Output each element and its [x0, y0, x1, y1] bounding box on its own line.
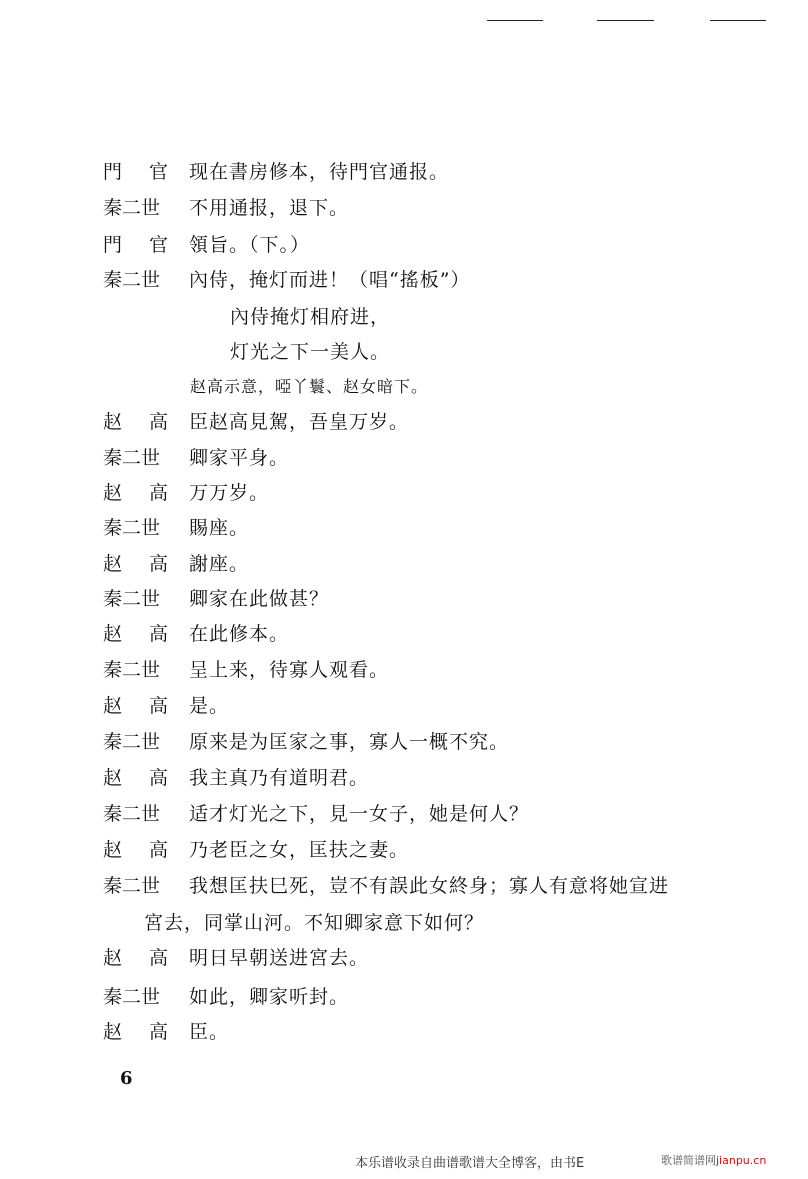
dialogue-line — [103, 446, 289, 470]
speaker-name — [103, 766, 189, 790]
line-continuation: 宮去，同掌山河。不知卿家意下如何？ — [144, 912, 485, 934]
dialogue-line — [103, 874, 669, 898]
line-text: 明日早朝送进宮去。 — [189, 947, 370, 969]
dialogue-line — [103, 622, 289, 646]
speaker-name-part: 高 — [149, 767, 169, 789]
speaker-name-part: 高 — [149, 623, 169, 645]
speaker-name-part: 赵 — [103, 482, 123, 504]
speaker-name-part: 高 — [149, 411, 169, 433]
page-number: 6 — [120, 1068, 133, 1089]
speaker-name-part: 秦二世 — [103, 517, 161, 539]
speaker-name-part: 門 — [103, 161, 123, 183]
site-mark-url: jianpu.cn — [716, 1154, 767, 1167]
speaker-name — [103, 838, 189, 862]
dialogue-line — [103, 410, 409, 434]
speaker-name-part: 秦二世 — [103, 875, 161, 897]
line-text: 不用通报，退下。 — [189, 197, 350, 219]
speaker-name — [103, 233, 189, 257]
sung-verse: 內侍掩灯相府进， — [230, 306, 391, 328]
speaker-name-part: 高 — [149, 695, 169, 717]
speaker-name-part: 秦二世 — [103, 731, 161, 753]
speaker-name — [103, 730, 189, 754]
speaker-name — [103, 446, 189, 470]
top-rule-left — [487, 20, 543, 21]
line-text: 領旨。（下。） — [189, 234, 311, 256]
site-mark — [661, 1152, 766, 1168]
dialogue-line — [103, 196, 349, 220]
line-text: 臣。 — [189, 1021, 230, 1043]
speaker-name-part: 秦二世 — [103, 447, 161, 469]
speaker-name — [103, 552, 189, 576]
speaker-name-part: 秦二世 — [103, 269, 161, 291]
speaker-name-part: 秦二世 — [103, 659, 161, 681]
speaker-name-part: 赵 — [103, 695, 123, 717]
dialogue-line — [103, 1020, 229, 1044]
dialogue-line — [103, 985, 349, 1009]
dialogue-line — [103, 552, 249, 576]
speaker-name-part: 赵 — [103, 839, 123, 861]
speaker-name-part: 高 — [149, 553, 169, 575]
speaker-name — [103, 985, 189, 1009]
line-text: 謝座。 — [189, 553, 250, 575]
line-text: 我想匡扶巳死，豈不有誤此女終身；寡人有意将她宣进 — [189, 875, 670, 897]
dialogue-line — [103, 946, 369, 970]
line-text: 賜座。 — [189, 517, 250, 539]
top-rule-middle — [597, 20, 654, 21]
line-text: 內侍，掩灯而进！（唱“搖板”） — [189, 269, 471, 291]
dialogue-line — [103, 160, 449, 184]
top-rule-right — [710, 20, 766, 21]
speaker-name-part: 官 — [149, 161, 169, 183]
speaker-name — [103, 622, 189, 646]
speaker-name — [103, 1020, 189, 1044]
line-text: 适才灯光之下，見一女子，她是何人？ — [189, 803, 530, 825]
speaker-name-part: 秦二世 — [103, 803, 161, 825]
line-text: 万万岁。 — [189, 482, 270, 504]
dialogue-line — [103, 658, 389, 682]
dialogue-line — [103, 802, 529, 826]
dialogue-line — [103, 766, 369, 790]
speaker-name — [103, 516, 189, 540]
line-text: 现在書房修本，待門官通报。 — [189, 161, 450, 183]
line-text: 原来是为匡家之事，寡人一概不究。 — [189, 731, 510, 753]
speaker-name — [103, 802, 189, 826]
stage-direction: 赵高示意，啞丫鬟、赵女暗下。 — [190, 377, 429, 396]
line-text: 臣赵高見駕，吾皇万岁。 — [189, 411, 410, 433]
speaker-name — [103, 946, 189, 970]
speaker-name-part: 赵 — [103, 623, 123, 645]
speaker-name — [103, 160, 189, 184]
line-text: 如此，卿家听封。 — [189, 986, 350, 1008]
speaker-name — [103, 410, 189, 434]
speaker-name-part: 秦二世 — [103, 588, 161, 610]
speaker-name-part: 秦二世 — [103, 986, 161, 1008]
speaker-name-part: 高 — [149, 947, 169, 969]
speaker-name-part: 高 — [149, 839, 169, 861]
speaker-name-part: 高 — [149, 1021, 169, 1043]
speaker-name-part: 秦二世 — [103, 197, 161, 219]
speaker-name-part: 赵 — [103, 767, 123, 789]
speaker-name-part: 赵 — [103, 1021, 123, 1043]
dialogue-line — [103, 233, 310, 257]
speaker-name — [103, 196, 189, 220]
speaker-name — [103, 587, 189, 611]
watermark-text: 本乐谱收录自曲谱歌谱大全博客，由书E — [355, 1156, 585, 1171]
speaker-name-part: 高 — [149, 482, 169, 504]
speaker-name-part: 門 — [103, 234, 123, 256]
speaker-name — [103, 268, 189, 292]
dialogue-line — [103, 838, 409, 862]
line-text: 我主真乃有道明君。 — [189, 767, 370, 789]
sung-verse: 灯光之下一美人。 — [230, 341, 391, 363]
speaker-name — [103, 658, 189, 682]
line-text: 在此修本。 — [189, 623, 290, 645]
line-text: 是。 — [189, 695, 230, 717]
speaker-name-part: 官 — [149, 234, 169, 256]
speaker-name — [103, 874, 189, 898]
dialogue-line — [103, 516, 249, 540]
speaker-name — [103, 481, 189, 505]
dialogue-line — [103, 694, 229, 718]
line-text: 乃老臣之女，匡扶之妻。 — [189, 839, 410, 861]
speaker-name-part: 赵 — [103, 947, 123, 969]
dialogue-line — [103, 587, 329, 611]
speaker-name-part: 赵 — [103, 553, 123, 575]
speaker-name — [103, 694, 189, 718]
dialogue-line — [103, 268, 470, 292]
dialogue-line — [103, 730, 509, 754]
line-text: 卿家平身。 — [189, 447, 290, 469]
site-mark-name: 歌谱简谱网 — [661, 1154, 716, 1167]
speaker-name-part: 赵 — [103, 411, 123, 433]
line-text: 呈上来，待寡人观看。 — [189, 659, 390, 681]
line-text: 卿家在此做甚？ — [189, 588, 330, 610]
dialogue-line — [103, 481, 269, 505]
